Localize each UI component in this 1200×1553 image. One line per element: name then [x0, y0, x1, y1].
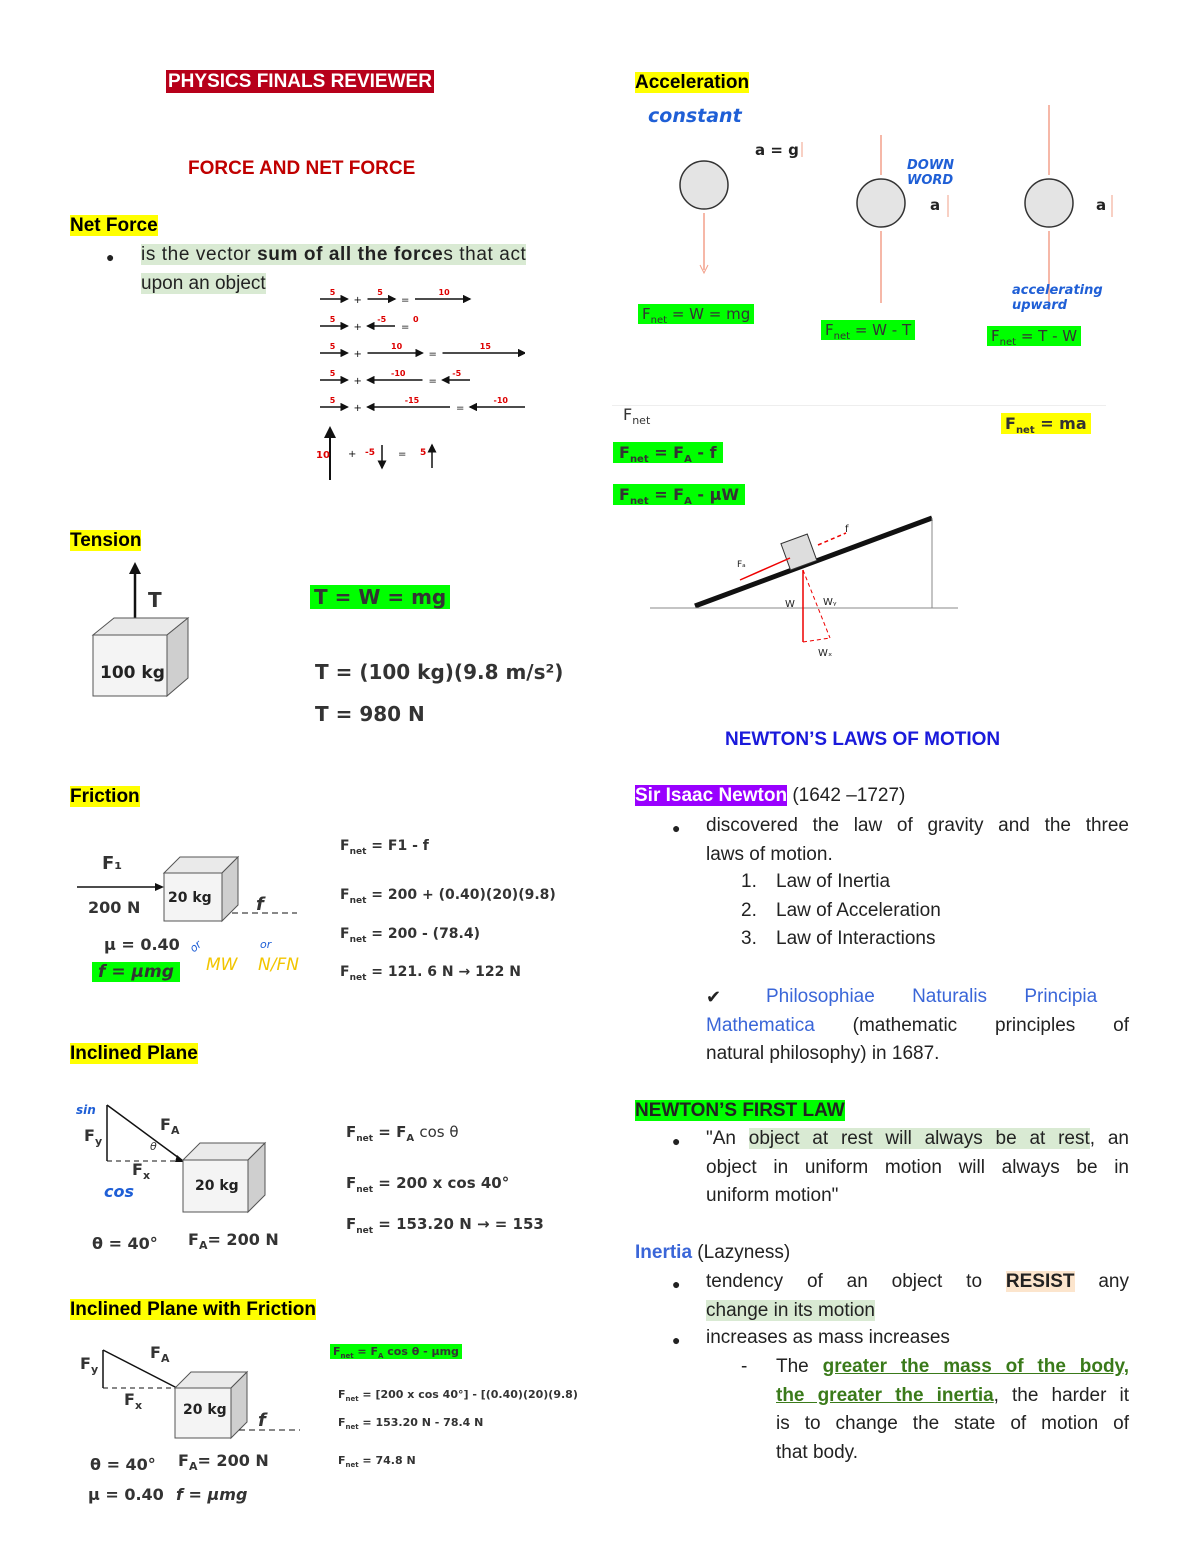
a-equals-g: a = g: [755, 141, 799, 159]
wy-label: Wᵧ: [823, 597, 837, 608]
divider: [612, 405, 1106, 406]
inertia-tendency: tendency of an object to RESIST any change in its motion: [706, 1271, 1129, 1321]
theta-label: θ: [150, 1140, 157, 1153]
fy-label: $F_y$: [84, 1126, 103, 1149]
tension-formula-1: T = W = mg: [310, 585, 450, 609]
equals-sign: =: [401, 322, 410, 333]
ball-3: [1025, 179, 1073, 227]
first-law-quote: "An object at rest will always be at rest, an object in uniform motion will always be in uniform motion": [706, 1128, 1129, 1206]
tension-formula-3: T = 980 N: [315, 702, 425, 726]
handwritten-or-2: or: [260, 938, 272, 951]
newton-name-line: Sir Isaac Newton (1642 –1727): [635, 785, 906, 806]
vertical-b-label: -5: [365, 448, 375, 458]
plus-sign: +: [353, 322, 362, 333]
wx-arrow: [803, 638, 830, 642]
equals-sign: =: [428, 376, 437, 387]
page-title: PHYSICS FINALS REVIEWER: [168, 71, 432, 92]
inclined-plane-heading: Inclined Plane: [70, 1043, 198, 1064]
friction-f-label: f: [258, 1410, 266, 1431]
inertia-detail: The greater the mass of the body, the greater the inertia, the harder it is to change the state of motion of that body.: [776, 1356, 1130, 1463]
friction-eq-3: $F_{net} = 200 - (78.4)$: [340, 925, 481, 945]
vector-label: 0: [413, 315, 419, 324]
ball-2-a-label: a: [930, 196, 941, 214]
theta-value: θ = 40°: [92, 1234, 158, 1253]
vector-label: 5: [329, 288, 336, 297]
plus-sign: +: [353, 349, 362, 360]
fa-value: $F_A= 200$ N: [178, 1451, 269, 1474]
inertia-heading: Inertia (Lazyness): [635, 1242, 791, 1263]
force-heading: FORCE AND NET FORCE: [188, 158, 416, 179]
box-label: 20 kg: [195, 1178, 239, 1194]
inclined-friction-eq-4: $F_{net} = 74.8$ N: [338, 1454, 416, 1470]
newton-heading: NEWTON’S LAWS OF MOTION: [725, 729, 1001, 750]
handwritten-constant: constant: [648, 105, 742, 127]
inclined-eq-3: $F_{net} = 153.20$ N → = 153: [346, 1215, 544, 1236]
fx-label: $F_x$: [132, 1160, 151, 1183]
mu-value: μ = 0.40: [88, 1485, 164, 1504]
friction-f-label: f: [256, 894, 264, 915]
handwritten-mw: MW: [206, 955, 238, 975]
law-item: 2. Law of Acceleration: [741, 899, 941, 921]
box-label: 20 kg: [183, 1402, 227, 1418]
fnet-fa-minus-f: $F_{net} = F_A - f$: [613, 443, 723, 465]
friction-equations: [340, 830, 556, 995]
f1-label: F₁: [102, 853, 123, 874]
vector-label: -10: [391, 369, 406, 378]
fx-label: $F_x$: [124, 1390, 143, 1413]
fnet-ma: $F_{net}$ = ma: [1001, 414, 1091, 436]
fa-arrow: [740, 558, 790, 580]
principia-title: Philosophiae Naturalis Principia: [766, 986, 1098, 1007]
plus-sign: +: [353, 376, 362, 387]
fnet-free-fall: $F_{net} = W$ = mg: [638, 305, 754, 326]
acceleration-heading: Acceleration: [635, 72, 750, 93]
fa-value: $F_A= 200$ N: [188, 1230, 279, 1253]
inclined-friction-equations: [338, 1383, 578, 1478]
bullet-icon: ●: [672, 820, 681, 836]
plus-sign: +: [353, 295, 362, 306]
fnet-downward: $F_{net} = W - T$: [821, 321, 915, 342]
tension-formula-2: T = (100 kg)(9.8 m/s²): [315, 660, 564, 684]
equals-sign: =: [428, 349, 437, 360]
bullet-icon: ●: [672, 1133, 681, 1149]
first-law-heading: NEWTON’S FIRST LAW: [635, 1100, 845, 1121]
equals-sign: =: [401, 295, 410, 306]
slope-friction-diagram: [640, 510, 970, 660]
inclined-eq-2: $F_{net} = 200$ x cos 40°: [346, 1174, 510, 1195]
fa-label: $F_A$: [160, 1115, 180, 1138]
vector-label: 5: [329, 315, 336, 324]
fnet-upward: $F_{net} = T - W$: [987, 327, 1081, 348]
equals-sign: =: [456, 403, 465, 414]
vector-label: -5: [377, 315, 387, 324]
inertia-mass: increases as mass increases: [706, 1327, 950, 1348]
bullet-icon: ●: [106, 249, 115, 265]
w-label: W: [785, 599, 795, 610]
handwritten-cos: cos: [104, 1182, 134, 1201]
tension-box-diagram: [88, 560, 198, 700]
law-item: 3. Law of Interactions: [741, 928, 936, 949]
vector-addition-diagram: [310, 285, 525, 485]
net-force-heading: Net Force: [70, 215, 158, 236]
friction-heading: Friction: [70, 786, 140, 807]
dash-marker: -: [741, 1356, 748, 1377]
vector-label: 10: [438, 288, 450, 297]
plus-sign: +: [348, 449, 357, 460]
inclined-friction-eq-3: $F_{net} = 153.20$ N - 78.4 N: [338, 1416, 484, 1432]
laws-list: [741, 868, 941, 954]
inclined-equations: [346, 1115, 544, 1248]
mu-value: μ = 0.40: [104, 935, 180, 954]
tension-heading: Tension: [70, 530, 142, 551]
fy-label: $F_y$: [80, 1354, 99, 1377]
vector-rows: [320, 288, 525, 414]
applied-force-label: 200 N: [88, 898, 141, 917]
ball-1: [680, 161, 728, 209]
f-label: f: [845, 524, 849, 535]
handwritten-accelerating-upward: accelerating upward: [1012, 283, 1103, 313]
box-label: 20 kg: [168, 890, 212, 906]
tension-t-label: T: [148, 588, 162, 612]
handwritten-nfn: N/FN: [258, 955, 299, 975]
friction-arrow: [818, 533, 846, 545]
vector-label: 10: [391, 342, 403, 351]
vector-label: 5: [377, 288, 383, 297]
tension-arrowhead: [129, 562, 141, 574]
vector-label: -5: [452, 369, 462, 378]
friction-eq-2: $F_{net} = 200 + (0.40)(20)(9.8)$: [340, 886, 556, 906]
inclined-friction-heading: Inclined Plane with Friction: [70, 1299, 316, 1320]
vector-label: -10: [493, 396, 508, 405]
box-label: 100 kg: [100, 663, 165, 683]
friction-formula: f = μmg: [92, 962, 180, 982]
inclined-friction-eq-1: $F_{net} = F_A$ cos θ - μmg: [330, 1345, 462, 1360]
newton-discovery: discovered the law of gravity and the three laws of motion.: [706, 815, 1129, 865]
handwritten-or-1: or: [187, 937, 205, 956]
plus-sign: +: [353, 403, 362, 414]
vector-label: 15: [479, 342, 491, 351]
friction-formula: f = μmg: [176, 1485, 248, 1504]
friction-eq-4: $F_{net} = 121$. 6 N → 122 N: [340, 964, 521, 984]
vertical-c-label: 5: [420, 448, 427, 458]
wx-label: Wₓ: [818, 648, 833, 659]
fnet-label: $F_{net}$: [623, 405, 651, 428]
vector-label: 5: [329, 369, 336, 378]
fa-label: $F_A$: [150, 1343, 170, 1366]
vector-label: 5: [329, 396, 336, 405]
bullet-icon: ●: [672, 1276, 681, 1292]
checkmark-icon: ✔: [706, 987, 722, 1007]
ball-3-a-label: a: [1096, 196, 1107, 214]
inclined-eq-1: $F_{net} = F_A$ cos θ: [346, 1123, 459, 1144]
theta-value: θ = 40°: [90, 1455, 156, 1474]
inclined-friction-diagram: [75, 1340, 305, 1460]
handwritten-down-word: DOWN WORD: [907, 158, 955, 188]
vertical-a-label: 10: [316, 450, 330, 461]
handwritten-sin: sin: [76, 1103, 96, 1117]
principia-note: ✔ Philosophiae Naturalis Principia Mathematica (mathematic principles of natural philosophy) in 1687.: [706, 983, 1129, 1069]
ball-2: [857, 179, 905, 227]
vector-label: 5: [329, 342, 336, 351]
fnet-fa-minus-uw: $F_{net} = F_A - \mu W$: [613, 485, 745, 507]
equals-sign: =: [398, 449, 407, 460]
friction-eq-1: $F_{net} = F1 - f$: [340, 838, 429, 857]
arrowhead: [155, 883, 164, 891]
bullet-icon: ●: [672, 1332, 681, 1348]
net-force-definition: is the vector sum of all the forces that act upon an object: [141, 244, 527, 294]
vector-label: -15: [404, 396, 420, 405]
fa-label: Fₐ: [737, 560, 746, 570]
law-item: 1. Law of Inertia: [741, 871, 891, 892]
inclined-friction-eq-2: $F_{net} = [200$ x cos 40°] - [(0.40)(20)(9.8): [338, 1388, 578, 1404]
